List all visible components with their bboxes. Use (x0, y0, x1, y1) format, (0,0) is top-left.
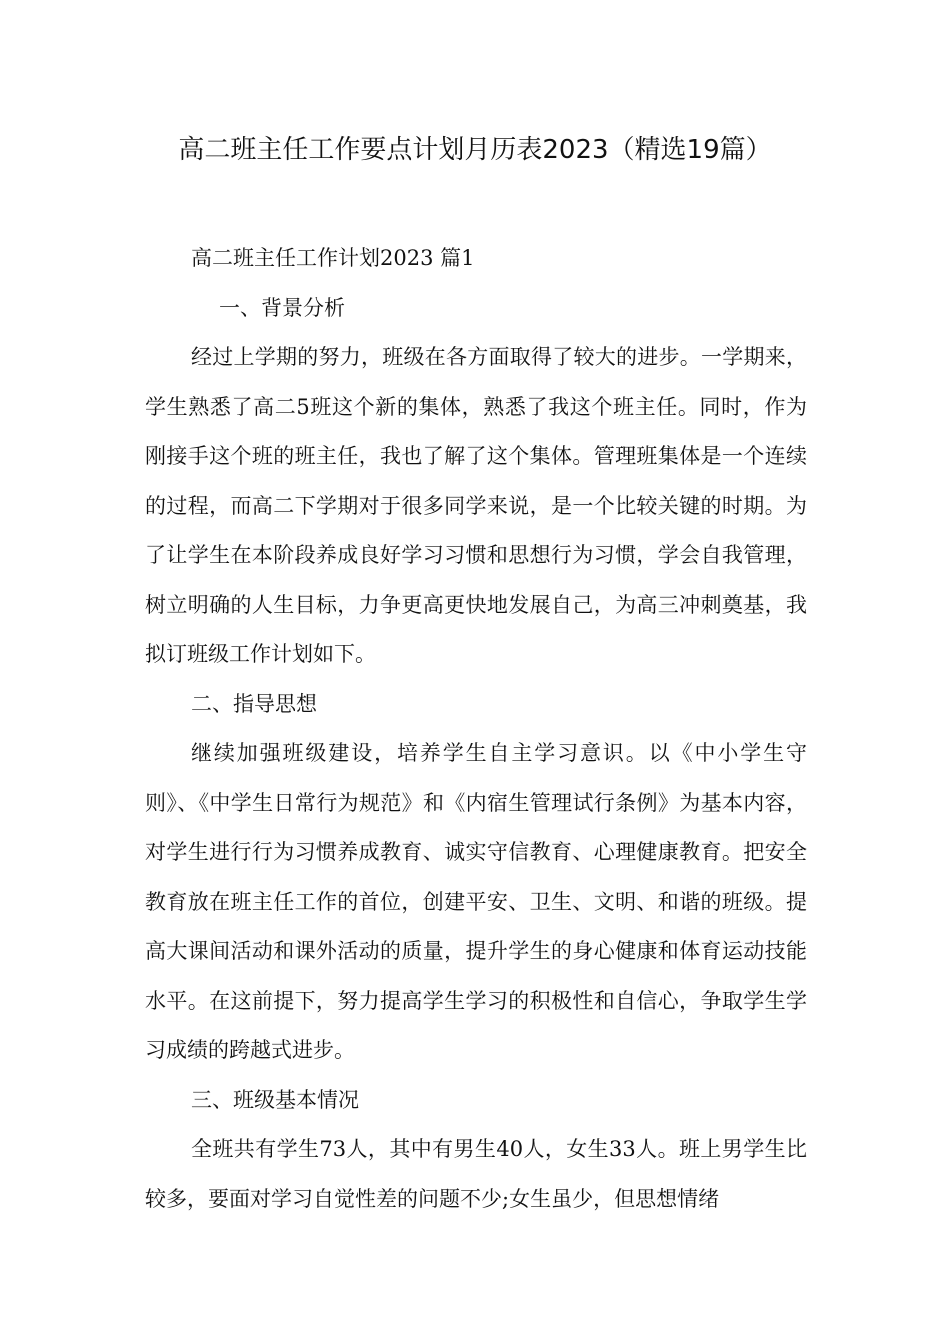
document-body (145, 234, 807, 1224)
document-title: 高二班主任工作要点计划月历表2023（精选19篇） (178, 135, 772, 165)
section-heading-guiding-ideology: 二、指导思想 (191, 691, 317, 716)
article-subtitle: 高二班主任工作计划2023 篇1 (191, 246, 475, 270)
section-paragraph-background: 经过上学期的努力，班级在各方面取得了较大的进步。一学期来，学生熟悉了高二5班这个新的集体，熟悉了我这个班主任。同时，作为刚接手这个班的班主任，我也了解了这个集体。管理班集体是一个连续的过程，而高二下学期对于很多同学来说，是一个比较关键的时期。为了让学生在本阶段养成良好学习习惯和思想行为习惯，学会自我管理，树立明确的人生目标，力争更高更快地发展自己，为高三冲刺奠基，我拟订班级工作计划如下。 (145, 345, 807, 666)
section-heading-class-situation: 三、班级基本情况 (191, 1087, 359, 1112)
section-paragraph-guiding-ideology: 继续加强班级建设，培养学生自主学习意识。以《中小学生守则》、《中学生日常行为规范》和《内宿生管理试行条例》为基本内容，对学生进行行为习惯养成教育、诚实守信教育、心理健康教育。把安全教育放在班主任工作的首位，创建平安、卫生、文明、和谐的班级。提高大课间活动和课外活动的质量，提升学生的身心健康和体育运动技能水平。在这前提下，努力提高学生学习的积极性和自信心，争取学生学习成绩的跨越式进步。 (145, 741, 807, 1062)
section-heading-background: 一、背景分析 (219, 295, 345, 320)
section-paragraph-class-situation: 全班共有学生73人，其中有男生40人，女生33人。班上男学生比较多，要面对学习自觉性差的问题不少;女生虽少，但思想情绪 (145, 1137, 807, 1211)
